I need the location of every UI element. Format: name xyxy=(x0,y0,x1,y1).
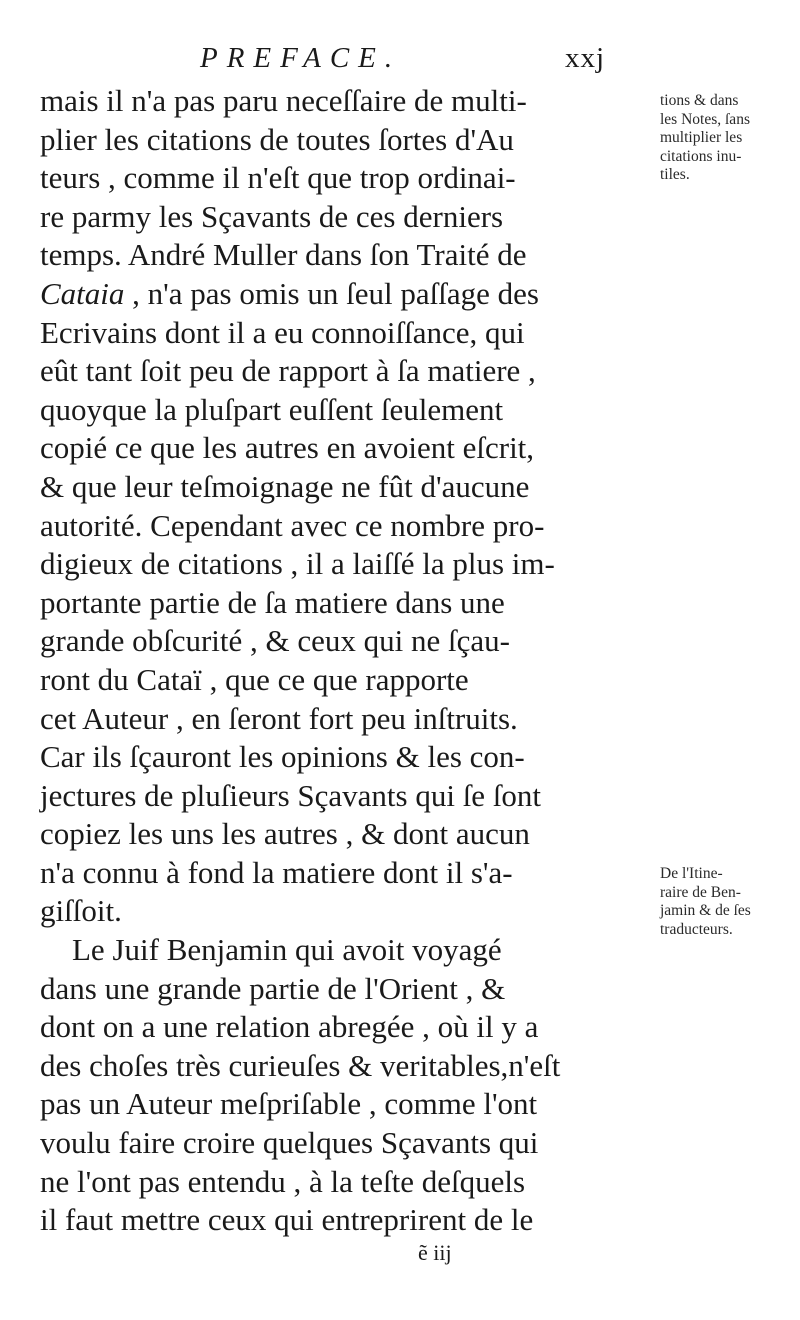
marginal-note xyxy=(660,92,800,185)
marginal-note-line: tions & dans xyxy=(660,92,739,109)
marginal-note-line: citations inu- xyxy=(660,147,742,165)
text-line: Le Juif Benjamin qui avoit voyagé xyxy=(72,932,502,968)
text-line: plier les citations de toutes ſortes d'Au xyxy=(40,121,514,157)
text-line: Car ils ſçauront les opinions & les con- xyxy=(40,739,525,775)
body-text xyxy=(40,82,660,1240)
text-line: pas un Auteur meſpriſable , comme l'ont xyxy=(40,1086,538,1122)
text-line: jectures de pluſieurs Sçavants qui ſe ſont xyxy=(40,777,542,813)
marginal-note-line: jamin & de ſes xyxy=(660,902,751,919)
text-line: temps. André Muller dans ſon Traité de xyxy=(40,237,527,273)
text-line: dans une grande partie de l'Orient , & xyxy=(40,970,506,1006)
text-line: ront du Cataï , que ce que rapporte xyxy=(40,661,469,697)
text-line: portante partie de ſa matiere dans une xyxy=(40,584,505,620)
text-line: des choſes très curieuſes & veritables,n'eſt xyxy=(40,1047,561,1083)
marginal-note-line: De l'Itine- xyxy=(660,865,723,882)
text-line: dont on a une relation abregée , où il y a xyxy=(40,1009,539,1045)
text-line: Ecrivains dont il a eu connoiſſance, qui xyxy=(40,314,525,350)
page-number: xxj xyxy=(565,42,606,74)
text-line: ne l'ont pas entendu , à la teſte deſquels xyxy=(40,1163,526,1199)
text-line: grande obſcurité , & ceux qui ne ſçau- xyxy=(40,623,510,659)
marginal-note-line: les Notes, ſans xyxy=(660,110,750,128)
text-line: eût tant ſoit peu de rapport à ſa matiere , xyxy=(40,353,536,389)
running-head-title: PREFACE. xyxy=(200,42,402,74)
marginal-note-line: traducteurs. xyxy=(660,920,733,938)
text-line: quoyque la pluſpart euſſent ſeulement xyxy=(40,391,504,427)
marginal-note-line: tiles. xyxy=(660,166,690,183)
text-line: autorité. Cependant avec ce nombre pro- xyxy=(40,507,545,543)
text-line: digieux de citations , il a laiſſé la plus im- xyxy=(40,546,555,582)
text-line: voulu faire croire quelques Sçavants qui xyxy=(40,1125,539,1161)
text-line: il faut mettre ceux qui entreprirent de le xyxy=(40,1202,534,1238)
marginal-note-line: raire de Ben- xyxy=(660,883,741,901)
text-line: n'a connu à fond la matiere dont il s'a- xyxy=(40,854,513,890)
text-line: mais il n'a pas paru neceſſaire de multi- xyxy=(40,83,527,118)
signature-mark: ẽ iij xyxy=(418,1240,452,1265)
text-line: copié ce que les autres en avoient eſcrit, xyxy=(40,430,535,466)
marginal-note-line: multiplier les xyxy=(660,129,743,146)
text-line: re parmy les Sçavants de ces derniers xyxy=(40,198,504,234)
text-line: cet Auteur , en ſeront fort peu inſtruits. xyxy=(40,700,518,736)
text-line: teurs , comme il n'eſt que trop ordinai- xyxy=(40,160,516,196)
text-line: Cataia , n'a pas omis un ſeul paſſage des xyxy=(40,275,539,311)
text-line: & que leur teſmoignage ne fût d'aucune xyxy=(40,468,530,504)
italic-title-cataia: Cataia xyxy=(40,275,125,311)
text-line: copiez les uns les autres , & dont aucun xyxy=(40,816,530,852)
text-line: giſſoit. xyxy=(40,893,122,929)
marginal-note xyxy=(660,865,800,939)
